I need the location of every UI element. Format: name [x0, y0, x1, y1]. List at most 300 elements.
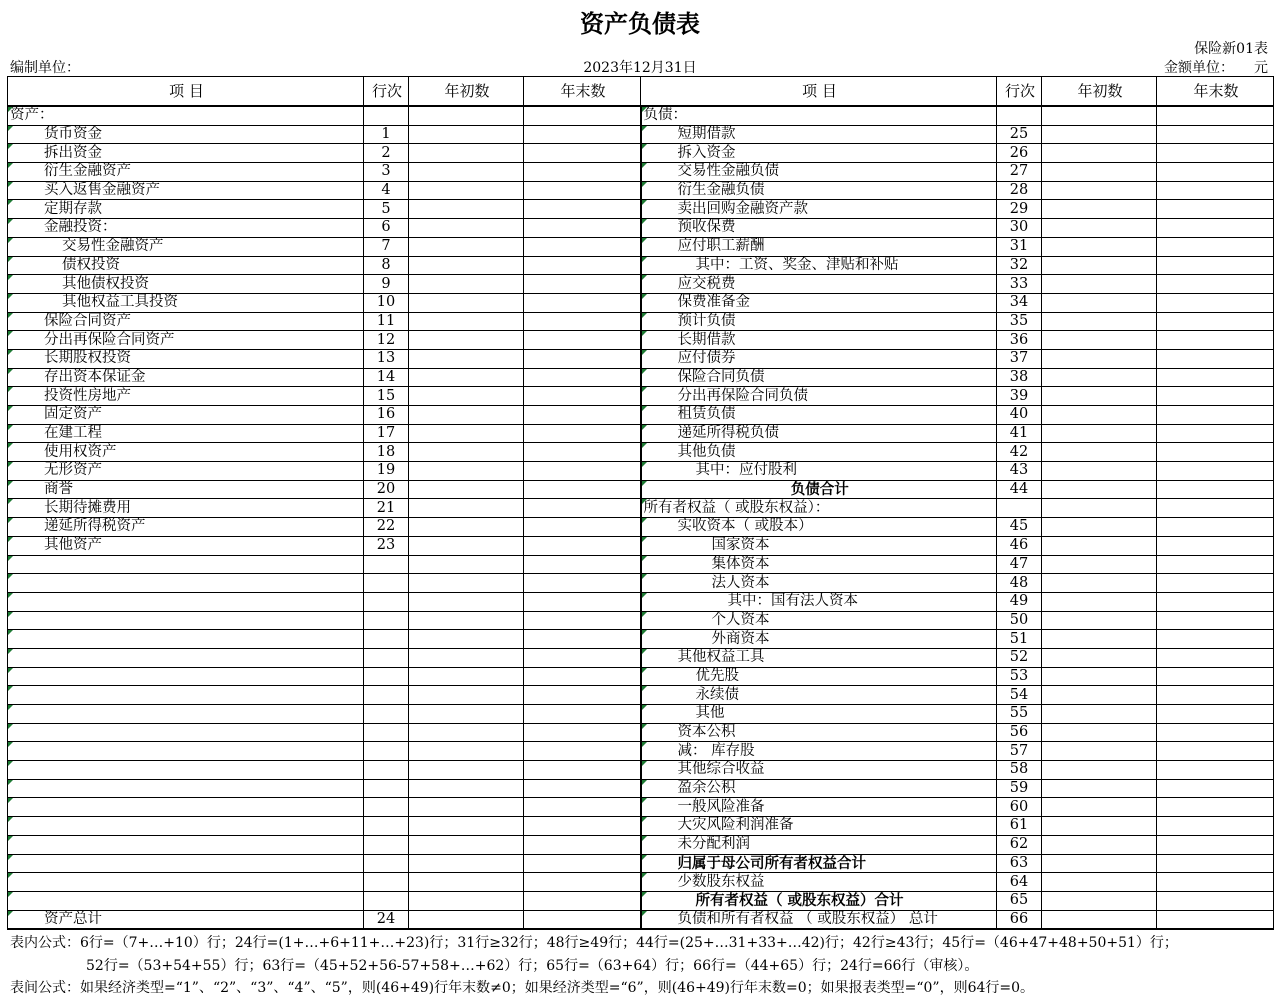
liability-end-value-cell[interactable]	[1157, 312, 1274, 331]
liability-begin-value-cell[interactable]	[1042, 200, 1157, 219]
asset-end-value-cell[interactable]	[524, 237, 641, 256]
liability-begin-value-cell[interactable]	[1042, 331, 1157, 350]
liability-item-cell: 保费准备金	[641, 293, 997, 312]
asset-end-value-cell[interactable]	[524, 200, 641, 219]
liability-begin-value-cell[interactable]	[1042, 910, 1157, 929]
asset-begin-value-cell[interactable]	[409, 443, 524, 462]
asset-begin-value-cell[interactable]	[409, 237, 524, 256]
asset-end-value-cell[interactable]	[524, 256, 641, 275]
table-row	[8, 237, 1274, 256]
liability-begin-value-cell[interactable]	[1042, 237, 1157, 256]
liability-item-cell: 负债和所有者权益 （ 或股东权益） 总计	[641, 910, 997, 929]
asset-end-value-cell[interactable]	[524, 144, 641, 163]
asset-end-value-cell[interactable]	[524, 219, 641, 238]
liability-row-no-cell: 64	[997, 873, 1042, 892]
asset-item-cell: 在建工程	[8, 424, 364, 443]
liability-row-no-cell	[997, 499, 1042, 518]
liability-begin-value-cell[interactable]	[1042, 592, 1157, 611]
asset-begin-value-cell[interactable]	[409, 686, 524, 705]
liability-begin-value-cell[interactable]	[1042, 686, 1157, 705]
liability-begin-value-cell[interactable]	[1042, 742, 1157, 761]
liability-row-no-cell: 41	[997, 424, 1042, 443]
liability-end-value-cell[interactable]	[1157, 630, 1274, 649]
liability-end-value-cell[interactable]	[1157, 144, 1274, 163]
asset-begin-value-cell[interactable]	[409, 910, 524, 929]
liability-begin-value-cell[interactable]	[1042, 387, 1157, 406]
liability-end-value-cell[interactable]	[1157, 574, 1274, 593]
header-item-left: 项 目	[8, 77, 364, 107]
asset-end-value-cell[interactable]	[524, 312, 641, 331]
asset-end-value-cell[interactable]	[524, 499, 641, 518]
table-row	[8, 779, 1274, 798]
liability-end-value-cell[interactable]	[1157, 499, 1274, 518]
liability-end-value-cell[interactable]	[1157, 779, 1274, 798]
asset-end-value-cell[interactable]	[524, 910, 641, 929]
asset-item-cell: 固定资产	[8, 406, 364, 425]
liability-begin-value-cell[interactable]	[1042, 873, 1157, 892]
asset-begin-value-cell[interactable]	[409, 742, 524, 761]
asset-end-value-cell[interactable]	[524, 480, 641, 499]
liability-item-cell: 法人资本	[641, 574, 997, 593]
liability-end-value-cell[interactable]	[1157, 331, 1274, 350]
asset-row-no-cell: 18	[364, 443, 409, 462]
liability-begin-value-cell[interactable]	[1042, 891, 1157, 910]
liability-end-value-cell[interactable]	[1157, 256, 1274, 275]
liability-begin-value-cell[interactable]	[1042, 499, 1157, 518]
liability-row-no-cell: 65	[997, 891, 1042, 910]
asset-item-cell: 资产总计	[8, 910, 364, 929]
asset-item-cell: 使用权资产	[8, 443, 364, 462]
liability-end-value-cell[interactable]	[1157, 106, 1274, 125]
liability-begin-value-cell[interactable]	[1042, 723, 1157, 742]
liability-begin-value-cell[interactable]	[1042, 555, 1157, 574]
asset-begin-value-cell[interactable]	[409, 873, 524, 892]
note-intra-formula: 表内公式：6行=（7+…+10）行；24行=(1+…+6+11+…+23)行；31行≥32行；48行≥49行；44行=(25+…31+33+…42)行；42行≥43行；45行=（46+47+48+50+51）行；	[10, 935, 1178, 951]
asset-item-cell	[8, 817, 364, 836]
asset-row-no-cell	[364, 611, 409, 630]
table-row	[8, 368, 1274, 387]
liability-item-cell: 预收保费	[641, 219, 997, 238]
asset-row-no-cell: 11	[364, 312, 409, 331]
liability-end-value-cell[interactable]	[1157, 555, 1274, 574]
liability-end-value-cell[interactable]	[1157, 181, 1274, 200]
asset-begin-value-cell[interactable]	[409, 518, 524, 537]
asset-item-cell: 无形资产	[8, 462, 364, 481]
liability-item-cell: 集体资本	[641, 555, 997, 574]
asset-begin-value-cell[interactable]	[409, 574, 524, 593]
asset-item-cell	[8, 667, 364, 686]
asset-end-value-cell[interactable]	[524, 275, 641, 294]
liability-item-cell: 负债：	[641, 106, 997, 125]
asset-item-cell: 其他资产	[8, 536, 364, 555]
table-row	[8, 873, 1274, 892]
liability-end-value-cell[interactable]	[1157, 910, 1274, 929]
asset-begin-value-cell[interactable]	[409, 592, 524, 611]
asset-begin-value-cell[interactable]	[409, 125, 524, 144]
asset-item-cell	[8, 574, 364, 593]
liability-end-value-cell[interactable]	[1157, 125, 1274, 144]
liability-row-no-cell: 56	[997, 723, 1042, 742]
asset-begin-value-cell[interactable]	[409, 854, 524, 873]
liability-begin-value-cell[interactable]	[1042, 779, 1157, 798]
liability-row-no-cell: 36	[997, 331, 1042, 350]
asset-row-no-cell: 12	[364, 331, 409, 350]
liability-end-value-cell[interactable]	[1157, 854, 1274, 873]
liability-end-value-cell[interactable]	[1157, 443, 1274, 462]
asset-begin-value-cell[interactable]	[409, 723, 524, 742]
liability-item-cell: 租赁负债	[641, 406, 997, 425]
asset-end-value-cell[interactable]	[524, 817, 641, 836]
liability-item-cell: 所有者权益（ 或股东权益）合计	[641, 891, 997, 910]
asset-end-value-cell[interactable]	[524, 387, 641, 406]
table-row	[8, 742, 1274, 761]
asset-begin-value-cell[interactable]	[409, 349, 524, 368]
asset-item-cell: 金融投资：	[8, 219, 364, 238]
asset-end-value-cell[interactable]	[524, 163, 641, 182]
table-row	[8, 443, 1274, 462]
asset-end-value-cell[interactable]	[524, 742, 641, 761]
asset-begin-value-cell[interactable]	[409, 499, 524, 518]
liability-row-no-cell: 55	[997, 705, 1042, 724]
asset-begin-value-cell[interactable]	[409, 648, 524, 667]
asset-row-no-cell: 5	[364, 200, 409, 219]
liability-begin-value-cell[interactable]	[1042, 536, 1157, 555]
table-row	[8, 536, 1274, 555]
asset-end-value-cell[interactable]	[524, 406, 641, 425]
asset-begin-value-cell[interactable]	[409, 536, 524, 555]
asset-item-cell: 投资性房地产	[8, 387, 364, 406]
liability-row-no-cell: 59	[997, 779, 1042, 798]
asset-end-value-cell[interactable]	[524, 761, 641, 780]
table-row	[8, 125, 1274, 144]
liability-item-cell: 长期借款	[641, 331, 997, 350]
liability-end-value-cell[interactable]	[1157, 761, 1274, 780]
liability-end-value-cell[interactable]	[1157, 798, 1274, 817]
asset-begin-value-cell[interactable]	[409, 275, 524, 294]
asset-begin-value-cell[interactable]	[409, 779, 524, 798]
asset-end-value-cell[interactable]	[524, 349, 641, 368]
liability-end-value-cell[interactable]	[1157, 536, 1274, 555]
liability-item-cell: 国家资本	[641, 536, 997, 555]
asset-end-value-cell[interactable]	[524, 555, 641, 574]
asset-end-value-cell[interactable]	[524, 723, 641, 742]
liability-begin-value-cell[interactable]	[1042, 611, 1157, 630]
asset-row-no-cell	[364, 779, 409, 798]
asset-item-cell: 货币资金	[8, 125, 364, 144]
asset-row-no-cell	[364, 854, 409, 873]
liability-begin-value-cell[interactable]	[1042, 443, 1157, 462]
asset-end-value-cell[interactable]	[524, 611, 641, 630]
header-row-no-left: 行次	[364, 77, 409, 107]
asset-begin-value-cell[interactable]	[409, 424, 524, 443]
liability-item-cell: 实收资本（ 或股本）	[641, 518, 997, 537]
asset-end-value-cell[interactable]	[524, 592, 641, 611]
table-row	[8, 424, 1274, 443]
asset-row-no-cell	[364, 686, 409, 705]
liability-row-no-cell: 42	[997, 443, 1042, 462]
table-row	[8, 910, 1274, 929]
table-row	[8, 219, 1274, 238]
asset-end-value-cell[interactable]	[524, 462, 641, 481]
table-row	[8, 705, 1274, 724]
asset-end-value-cell[interactable]	[524, 779, 641, 798]
asset-row-no-cell: 10	[364, 293, 409, 312]
asset-row-no-cell: 1	[364, 125, 409, 144]
asset-end-value-cell[interactable]	[524, 518, 641, 537]
asset-begin-value-cell[interactable]	[409, 817, 524, 836]
asset-end-value-cell[interactable]	[524, 293, 641, 312]
asset-begin-value-cell[interactable]	[409, 835, 524, 854]
liability-begin-value-cell[interactable]	[1042, 518, 1157, 537]
asset-end-value-cell[interactable]	[524, 536, 641, 555]
liability-row-no-cell: 53	[997, 667, 1042, 686]
liability-begin-value-cell[interactable]	[1042, 424, 1157, 443]
liability-begin-value-cell[interactable]	[1042, 648, 1157, 667]
asset-begin-value-cell[interactable]	[409, 387, 524, 406]
table-row	[8, 106, 1274, 125]
liability-row-no-cell: 45	[997, 518, 1042, 537]
liability-row-no-cell: 38	[997, 368, 1042, 387]
asset-end-value-cell[interactable]	[524, 891, 641, 910]
asset-end-value-cell[interactable]	[524, 667, 641, 686]
asset-item-cell	[8, 854, 364, 873]
liability-begin-value-cell[interactable]	[1042, 219, 1157, 238]
liability-row-no-cell: 51	[997, 630, 1042, 649]
liability-end-value-cell[interactable]	[1157, 592, 1274, 611]
liability-end-value-cell[interactable]	[1157, 723, 1274, 742]
liability-begin-value-cell[interactable]	[1042, 854, 1157, 873]
asset-begin-value-cell[interactable]	[409, 368, 524, 387]
asset-begin-value-cell[interactable]	[409, 798, 524, 817]
asset-row-no-cell	[364, 574, 409, 593]
liability-item-cell: 递延所得税负债	[641, 424, 997, 443]
asset-end-value-cell[interactable]	[524, 854, 641, 873]
asset-end-value-cell[interactable]	[524, 835, 641, 854]
liability-begin-value-cell[interactable]	[1042, 406, 1157, 425]
asset-item-cell	[8, 648, 364, 667]
asset-begin-value-cell[interactable]	[409, 667, 524, 686]
asset-begin-value-cell[interactable]	[409, 406, 524, 425]
asset-item-cell	[8, 592, 364, 611]
asset-begin-value-cell[interactable]	[409, 462, 524, 481]
asset-end-value-cell[interactable]	[524, 331, 641, 350]
liability-begin-value-cell[interactable]	[1042, 798, 1157, 817]
liability-begin-value-cell[interactable]	[1042, 163, 1157, 182]
liability-item-cell: 未分配利润	[641, 835, 997, 854]
asset-row-no-cell	[364, 873, 409, 892]
liability-end-value-cell[interactable]	[1157, 667, 1274, 686]
asset-begin-value-cell[interactable]	[409, 200, 524, 219]
liability-begin-value-cell[interactable]	[1042, 462, 1157, 481]
liability-item-cell: 盈余公积	[641, 779, 997, 798]
asset-begin-value-cell[interactable]	[409, 219, 524, 238]
asset-begin-value-cell[interactable]	[409, 144, 524, 163]
asset-end-value-cell[interactable]	[524, 181, 641, 200]
liability-begin-value-cell[interactable]	[1042, 480, 1157, 499]
asset-begin-value-cell[interactable]	[409, 181, 524, 200]
liability-begin-value-cell[interactable]	[1042, 705, 1157, 724]
liability-row-no-cell: 25	[997, 125, 1042, 144]
asset-item-cell	[8, 798, 364, 817]
table-row	[8, 462, 1274, 481]
liability-row-no-cell: 30	[997, 219, 1042, 238]
asset-begin-value-cell[interactable]	[409, 293, 524, 312]
liability-end-value-cell[interactable]	[1157, 349, 1274, 368]
liability-begin-value-cell[interactable]	[1042, 761, 1157, 780]
asset-begin-value-cell[interactable]	[409, 705, 524, 724]
liability-item-cell: 其中：应付股利	[641, 462, 997, 481]
liability-row-no-cell: 66	[997, 910, 1042, 929]
liability-begin-value-cell[interactable]	[1042, 256, 1157, 275]
asset-item-cell	[8, 723, 364, 742]
liability-row-no-cell	[997, 106, 1042, 125]
liability-begin-value-cell[interactable]	[1042, 817, 1157, 836]
asset-row-no-cell: 2	[364, 144, 409, 163]
table-row	[8, 181, 1274, 200]
asset-row-no-cell	[364, 723, 409, 742]
asset-row-no-cell	[364, 705, 409, 724]
liability-begin-value-cell[interactable]	[1042, 106, 1157, 125]
liability-end-value-cell[interactable]	[1157, 368, 1274, 387]
liability-begin-value-cell[interactable]	[1042, 574, 1157, 593]
liability-begin-value-cell[interactable]	[1042, 368, 1157, 387]
liability-begin-value-cell[interactable]	[1042, 275, 1157, 294]
liability-row-no-cell: 62	[997, 835, 1042, 854]
liability-end-value-cell[interactable]	[1157, 518, 1274, 537]
table-row	[8, 312, 1274, 331]
table-row	[8, 518, 1274, 537]
asset-end-value-cell[interactable]	[524, 798, 641, 817]
liability-end-value-cell[interactable]	[1157, 163, 1274, 182]
liability-begin-value-cell[interactable]	[1042, 144, 1157, 163]
table-row	[8, 835, 1274, 854]
table-row	[8, 499, 1274, 518]
header-row-no-right: 行次	[997, 77, 1042, 107]
liability-begin-value-cell[interactable]	[1042, 125, 1157, 144]
page-title: 资产负债表	[580, 10, 700, 38]
asset-end-value-cell[interactable]	[524, 705, 641, 724]
asset-end-value-cell[interactable]	[524, 648, 641, 667]
liability-begin-value-cell[interactable]	[1042, 181, 1157, 200]
asset-end-value-cell[interactable]	[524, 125, 641, 144]
unit-label: 编制单位：	[10, 60, 80, 76]
liability-end-value-cell[interactable]	[1157, 891, 1274, 910]
liability-end-value-cell[interactable]	[1157, 219, 1274, 238]
liability-end-value-cell[interactable]	[1157, 200, 1274, 219]
liability-row-no-cell: 46	[997, 536, 1042, 555]
liability-begin-value-cell[interactable]	[1042, 349, 1157, 368]
liability-row-no-cell: 44	[997, 480, 1042, 499]
liability-end-value-cell[interactable]	[1157, 705, 1274, 724]
liability-row-no-cell: 33	[997, 275, 1042, 294]
table-row	[8, 854, 1274, 873]
liability-end-value-cell[interactable]	[1157, 817, 1274, 836]
liability-begin-value-cell[interactable]	[1042, 293, 1157, 312]
liability-end-value-cell[interactable]	[1157, 835, 1274, 854]
asset-item-cell	[8, 555, 364, 574]
asset-begin-value-cell[interactable]	[409, 630, 524, 649]
liability-begin-value-cell[interactable]	[1042, 312, 1157, 331]
asset-item-cell: 交易性金融资产	[8, 237, 364, 256]
liability-row-no-cell: 37	[997, 349, 1042, 368]
asset-begin-value-cell[interactable]	[409, 163, 524, 182]
liability-begin-value-cell[interactable]	[1042, 667, 1157, 686]
asset-end-value-cell[interactable]	[524, 630, 641, 649]
asset-end-value-cell[interactable]	[524, 686, 641, 705]
asset-item-cell: 拆出资金	[8, 144, 364, 163]
asset-item-cell	[8, 779, 364, 798]
asset-row-no-cell: 3	[364, 163, 409, 182]
asset-begin-value-cell[interactable]	[409, 256, 524, 275]
asset-begin-value-cell[interactable]	[409, 555, 524, 574]
liability-item-cell: 短期借款	[641, 125, 997, 144]
asset-item-cell: 衍生金融资产	[8, 163, 364, 182]
liability-end-value-cell[interactable]	[1157, 480, 1274, 499]
liability-row-no-cell: 40	[997, 406, 1042, 425]
asset-begin-value-cell[interactable]	[409, 480, 524, 499]
table-row	[8, 798, 1274, 817]
liability-end-value-cell[interactable]	[1157, 406, 1274, 425]
liability-end-value-cell[interactable]	[1157, 424, 1274, 443]
asset-row-no-cell: 14	[364, 368, 409, 387]
asset-item-cell: 长期股权投资	[8, 349, 364, 368]
liability-end-value-cell[interactable]	[1157, 462, 1274, 481]
table-row	[8, 630, 1274, 649]
liability-end-value-cell[interactable]	[1157, 387, 1274, 406]
asset-row-no-cell: 9	[364, 275, 409, 294]
asset-begin-value-cell[interactable]	[409, 761, 524, 780]
liability-row-no-cell: 32	[997, 256, 1042, 275]
asset-end-value-cell[interactable]	[524, 424, 641, 443]
asset-row-no-cell	[364, 761, 409, 780]
table-row	[8, 686, 1274, 705]
asset-end-value-cell[interactable]	[524, 873, 641, 892]
liability-end-value-cell[interactable]	[1157, 293, 1274, 312]
liability-item-cell: 其他负债	[641, 443, 997, 462]
liability-end-value-cell[interactable]	[1157, 648, 1274, 667]
liability-row-no-cell: 31	[997, 237, 1042, 256]
header-row	[8, 77, 1274, 107]
liability-item-cell: 少数股东权益	[641, 873, 997, 892]
liability-row-no-cell: 43	[997, 462, 1042, 481]
asset-row-no-cell	[364, 592, 409, 611]
liability-row-no-cell: 47	[997, 555, 1042, 574]
liability-begin-value-cell[interactable]	[1042, 630, 1157, 649]
report-date: 2023年12月31日	[583, 60, 697, 76]
asset-begin-value-cell[interactable]	[409, 331, 524, 350]
asset-begin-value-cell[interactable]	[409, 611, 524, 630]
asset-end-value-cell[interactable]	[524, 106, 641, 125]
liability-end-value-cell[interactable]	[1157, 686, 1274, 705]
liability-end-value-cell[interactable]	[1157, 742, 1274, 761]
asset-begin-value-cell[interactable]	[409, 891, 524, 910]
liability-item-cell: 应付职工薪酬	[641, 237, 997, 256]
asset-begin-value-cell[interactable]	[409, 106, 524, 125]
liability-end-value-cell[interactable]	[1157, 275, 1274, 294]
asset-begin-value-cell[interactable]	[409, 312, 524, 331]
liability-begin-value-cell[interactable]	[1042, 835, 1157, 854]
header-begin-left: 年初数	[409, 77, 524, 107]
liability-end-value-cell[interactable]	[1157, 237, 1274, 256]
asset-end-value-cell[interactable]	[524, 368, 641, 387]
asset-end-value-cell[interactable]	[524, 443, 641, 462]
asset-end-value-cell[interactable]	[524, 574, 641, 593]
liability-end-value-cell[interactable]	[1157, 873, 1274, 892]
liability-row-no-cell: 58	[997, 761, 1042, 780]
asset-item-cell: 定期存款	[8, 200, 364, 219]
liability-item-cell: 减： 库存股	[641, 742, 997, 761]
liability-end-value-cell[interactable]	[1157, 611, 1274, 630]
